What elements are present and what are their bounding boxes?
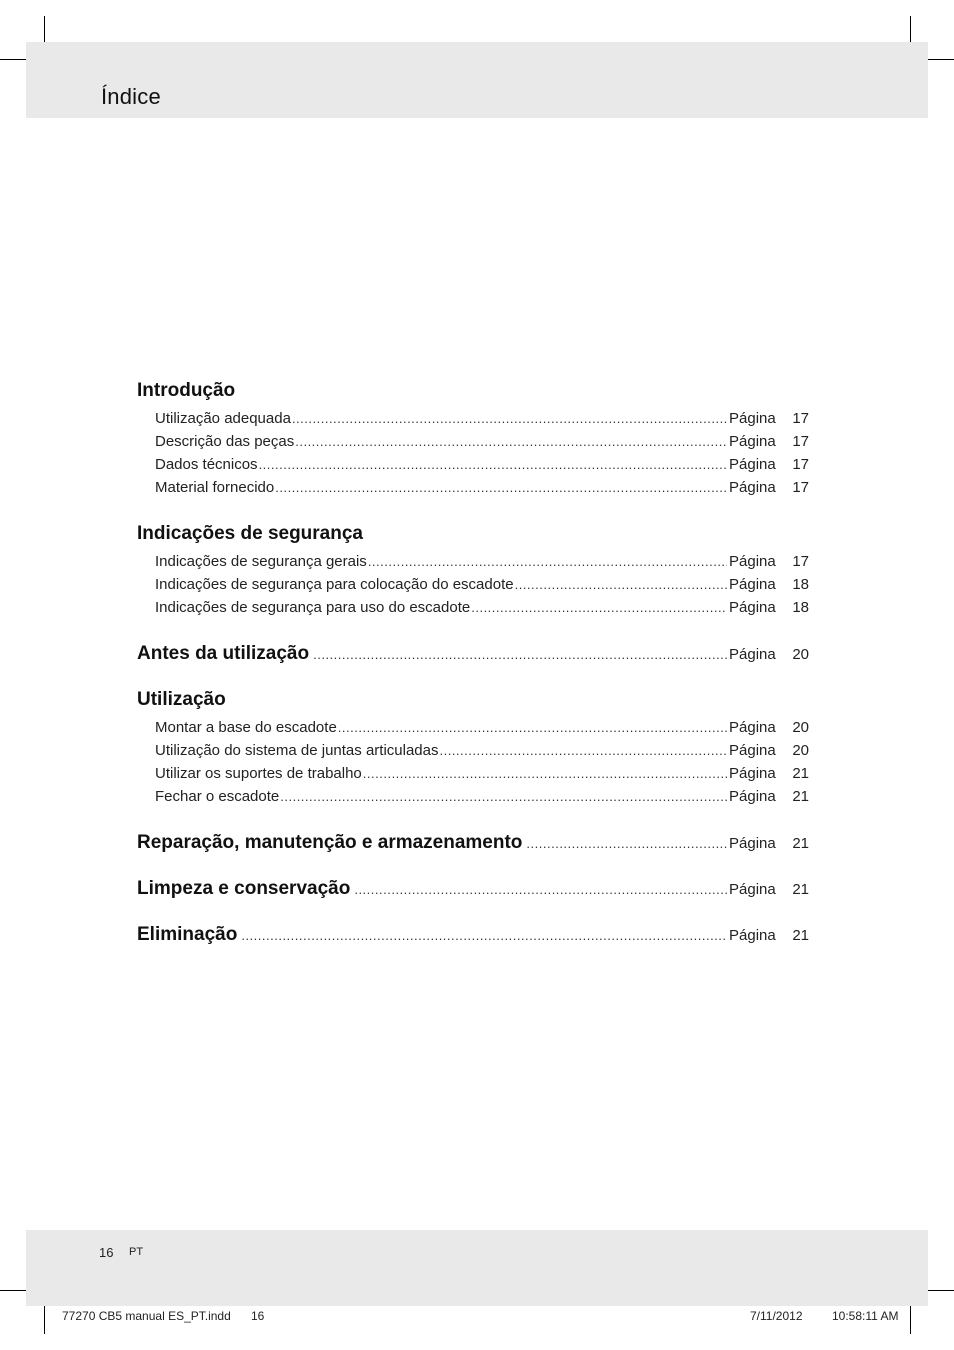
- toc-entry-title: Utilização do sistema de juntas articuladas: [155, 742, 439, 759]
- crop-mark: [910, 1304, 911, 1334]
- toc-entry-title: Indicações de segurança para uso do escadote: [155, 599, 471, 616]
- crop-mark: [924, 59, 954, 60]
- toc-section-indicacoes-de-seguranca: [137, 523, 809, 643]
- page-number: 20: [792, 719, 809, 736]
- footer-band: [26, 1230, 928, 1306]
- toc-section-heading[interactable]: [137, 643, 809, 673]
- page-label: Página: [729, 410, 776, 427]
- toc-entry-title: Utilizar os suportes de trabalho: [155, 765, 362, 782]
- toc-entry-title: Dados técnicos: [155, 456, 258, 473]
- page-number: 17: [792, 456, 809, 473]
- crop-mark: [924, 1290, 954, 1291]
- page-label: Página: [729, 719, 776, 736]
- page-label: Página: [729, 576, 776, 593]
- toc-section-heading[interactable]: [137, 689, 809, 719]
- toc-entry[interactable]: [137, 433, 809, 456]
- toc-entry[interactable]: [137, 719, 809, 742]
- page-title: Índice: [101, 84, 161, 109]
- toc-entry[interactable]: [137, 742, 809, 765]
- toc-section-title: Introdução: [137, 380, 236, 401]
- toc-section-limpeza: [137, 878, 809, 924]
- page-number: 17: [792, 433, 809, 450]
- toc-section-heading[interactable]: [137, 924, 809, 954]
- dot-leader: [280, 789, 727, 804]
- toc-section-eliminacao: [137, 924, 809, 954]
- toc-entry[interactable]: [137, 410, 809, 433]
- toc-entry-title: Fechar o escadote: [155, 788, 280, 805]
- dot-leader: [439, 743, 727, 758]
- page-label: Página: [729, 835, 776, 852]
- page-number: 17: [792, 479, 809, 496]
- toc-section-introducao: [137, 380, 809, 523]
- toc-entry-title: Indicações de segurança para colocação do escadote: [155, 576, 514, 593]
- toc-entry[interactable]: [137, 765, 809, 788]
- dot-leader: [241, 928, 727, 943]
- toc-entry-title: Descrição das peças: [155, 433, 295, 450]
- header-band: [26, 42, 928, 118]
- footer-language-code: PT: [129, 1246, 144, 1258]
- toc-entry[interactable]: [137, 456, 809, 479]
- page-label: Página: [729, 456, 776, 473]
- page-number: 17: [792, 553, 809, 570]
- page-number: 17: [792, 410, 809, 427]
- dot-leader: [354, 882, 727, 897]
- page-label: Página: [729, 599, 776, 616]
- page-label: Página: [729, 788, 776, 805]
- page-number: 20: [792, 742, 809, 759]
- toc-entry[interactable]: [137, 599, 809, 622]
- dot-leader: [275, 480, 727, 495]
- dot-leader: [363, 766, 727, 781]
- dot-leader: [259, 457, 727, 472]
- page-label: Página: [729, 553, 776, 570]
- footer-page-number: 16: [99, 1245, 114, 1260]
- dot-leader: [313, 647, 727, 662]
- toc-section-heading[interactable]: [137, 878, 809, 908]
- page-number: 18: [792, 576, 809, 593]
- toc-entry[interactable]: [137, 553, 809, 576]
- toc-section-title: Reparação, manutenção e armazenamento: [137, 832, 523, 853]
- page-label: Página: [729, 927, 776, 944]
- dot-leader: [471, 600, 727, 615]
- toc-section-title: Eliminação: [137, 924, 238, 945]
- dot-leader: [515, 577, 727, 592]
- toc-entry[interactable]: [137, 479, 809, 502]
- toc-section-reparacao: [137, 832, 809, 878]
- toc-entry-title: Indicações de segurança gerais: [155, 553, 367, 570]
- toc-section-title: Antes da utilização: [137, 643, 310, 664]
- toc-entry[interactable]: [137, 788, 809, 811]
- page-number: 18: [792, 599, 809, 616]
- toc-section-title: Utilização: [137, 689, 226, 710]
- dot-leader: [295, 434, 727, 449]
- crop-mark: [44, 1304, 45, 1334]
- page-label: Página: [729, 479, 776, 496]
- slug-page-number: 16: [251, 1309, 265, 1323]
- page-label: Página: [729, 742, 776, 759]
- page-number: 21: [792, 788, 809, 805]
- toc-section-heading[interactable]: [137, 832, 809, 862]
- slug-time: 10:58:11 AM: [832, 1309, 899, 1323]
- page-label: Página: [729, 646, 776, 663]
- table-of-contents: [137, 380, 809, 954]
- dot-leader: [292, 411, 727, 426]
- page-number: 21: [792, 927, 809, 944]
- toc-section-title: Indicações de segurança: [137, 523, 363, 544]
- toc-entry-title: Material fornecido: [155, 479, 275, 496]
- toc-entry-title: Utilização adequada: [155, 410, 291, 427]
- toc-section-heading[interactable]: [137, 380, 809, 410]
- page-label: Página: [729, 765, 776, 782]
- page-number: 21: [792, 765, 809, 782]
- page-label: Página: [729, 881, 776, 898]
- dot-leader: [368, 554, 727, 569]
- slug-file-name: 77270 CB5 manual ES_PT.indd: [62, 1309, 231, 1323]
- page-number: 21: [792, 835, 809, 852]
- toc-section-antes-da-utilizacao: [137, 643, 809, 689]
- toc-section-title: Limpeza e conservação: [137, 878, 351, 899]
- toc-entry-title: Montar a base do escadote: [155, 719, 337, 736]
- page-number: 20: [792, 646, 809, 663]
- toc-entry[interactable]: [137, 576, 809, 599]
- slug-date: 7/11/2012: [750, 1309, 803, 1323]
- toc-section-heading[interactable]: [137, 523, 809, 553]
- page-label: Página: [729, 433, 776, 450]
- toc-section-utilizacao: [137, 689, 809, 832]
- dot-leader: [526, 836, 727, 851]
- dot-leader: [338, 720, 727, 735]
- page-number: 21: [792, 881, 809, 898]
